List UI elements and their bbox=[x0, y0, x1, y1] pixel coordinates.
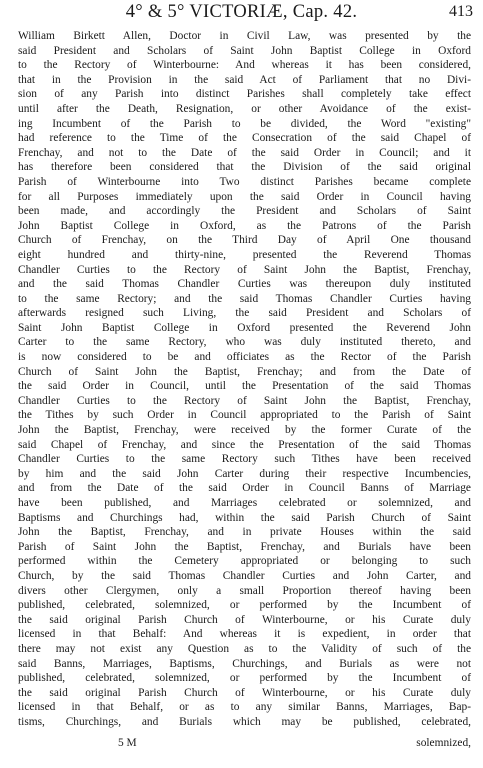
text-line: to the Rectory of Winterbourne: And whereas it has been considered, bbox=[18, 59, 471, 72]
running-title: 4° & 5° VICTORIÆ, Cap. 42. bbox=[125, 2, 358, 22]
text-line: said Chapel of Frenchay, and since the Presentation of the said Thomas bbox=[18, 438, 471, 451]
running-header bbox=[0, 2, 483, 26]
text-line: Baptisms and Churchings had, within the said Parish Church of Saint bbox=[18, 511, 471, 524]
text-line: Chandler Curties to the Rectory of Saint John the Baptist, Frenchay, bbox=[18, 263, 471, 276]
text-line: and the said Thomas Chandler Curties was thereupon duly instituted bbox=[18, 278, 471, 291]
page-footer bbox=[18, 737, 471, 752]
text-line: Church of Saint John the Baptist, Frenchay; and from the Date of bbox=[18, 365, 471, 378]
text-line: Church, by the said Thomas Chandler Curties and John Carter, and bbox=[18, 569, 471, 582]
page-number: 413 bbox=[449, 3, 473, 20]
text-line: Parish of Winterbourne into Two distinct Parishes became complete bbox=[18, 175, 471, 188]
text-line: Saint John Baptist College in Oxford presented the Reverend John bbox=[18, 321, 471, 334]
text-line: Church of Frenchay, on the Third Day of April One thousand bbox=[18, 234, 471, 247]
text-line: said Banns, Marriages, Baptisms, Churchings, and Burials as were not bbox=[18, 657, 471, 670]
text-line: been made, and accordingly the President and Scholars of Saint bbox=[18, 205, 471, 218]
text-line: licensed in that Behalf: And whereas it is expedient, in order that bbox=[18, 628, 471, 641]
text-line: the Tithes by such Order in Council appropriated to the Parish of Saint bbox=[18, 409, 471, 422]
text-line: there may not exist any Question as to the Validity of such of the bbox=[18, 642, 471, 655]
statute-body-text bbox=[18, 29, 471, 730]
text-line: that in the Provision in the said Act of Parliament that no Divi- bbox=[18, 73, 471, 86]
text-line: afterwards resigned such Living, the said President and Scholars of bbox=[18, 307, 471, 320]
text-line: John Baptist College in Oxford, as the Patrons of the Parish bbox=[18, 219, 471, 232]
text-line: eight hundred and thirty-nine, presented the Reverend Thomas bbox=[18, 248, 471, 261]
text-line: Chandler Curties to the same Rectory such Tithes have been received bbox=[18, 453, 471, 466]
text-line: said President and Scholars of Saint John Baptist College in Oxford bbox=[18, 44, 471, 57]
text-line: ing Incumbent of the Parish to be divided, the Word "existing" bbox=[18, 117, 471, 130]
text-line: until after the Death, Resignation, or other Avoidance of the exist- bbox=[18, 102, 471, 115]
catchword: solemnized, bbox=[416, 737, 471, 749]
text-line: by him and the said John Carter during their respective Incumbencies, bbox=[18, 467, 471, 480]
text-line: performed within the Cemetery appropriated or belonging to such bbox=[18, 555, 471, 568]
text-line: William Birkett Allen, Doctor in Civil Law, was presented by the bbox=[18, 30, 471, 42]
printer-signature-mark: 5 M bbox=[118, 737, 137, 749]
text-line: had reference to the Time of the Consecration of the said Chapel of bbox=[18, 132, 471, 145]
text-line: tisms, Churchings, and Burials which may be published, celebrated, bbox=[18, 715, 471, 728]
text-line: to the same Rectory; and the said Thomas Chandler Curties having bbox=[18, 292, 471, 305]
text-line: sion of any Parish into distinct Parishes shall completely take effect bbox=[18, 88, 471, 101]
text-line: the said original Parish Church of Winterbourne, or his Curate duly bbox=[18, 686, 471, 699]
text-line: John the Baptist, Frenchay, and in private Houses within the said bbox=[18, 526, 471, 539]
text-line: and from the Date of the said Order in Council Banns of Marriage bbox=[18, 482, 471, 495]
text-line: Frenchay, and not to the Date of the said Order in Council; and it bbox=[18, 146, 471, 159]
text-line: have been published, and Marriages celebrated or solemnized, and bbox=[18, 497, 471, 509]
text-line: has therefore been considered that the Division of the said original bbox=[18, 161, 471, 174]
text-line: licensed in that Behalf, or as to any similar Banns, Marriages, Bap- bbox=[18, 701, 471, 714]
text-line: the said Order in Council, until the Presentation of the said Thomas bbox=[18, 380, 471, 393]
text-line: for all Purposes immediately upon the said Order in Council having bbox=[18, 190, 471, 203]
text-line: the said original Parish Church of Winterbourne, or his Curate duly bbox=[18, 613, 471, 626]
text-line: Carter to the same Rectory, who was duly instituted thereto, and bbox=[18, 336, 471, 349]
text-line: is now considered to be and officiates as the Rector of the Parish bbox=[18, 351, 471, 364]
text-line: divers other Clergymen, only a small Proportion thereof having been bbox=[18, 584, 471, 597]
text-line: published, celebrated, solemnized, or performed by the Incumbent of bbox=[18, 599, 471, 612]
text-line: Parish of Saint John the Baptist, Frenchay, and Burials have been bbox=[18, 540, 471, 553]
text-line: Chandler Curties to the Rectory of Saint John the Baptist, Frenchay, bbox=[18, 394, 471, 407]
text-line: John the Baptist, Frenchay, were received by the former Curate of the bbox=[18, 424, 471, 437]
text-line: published, celebrated, solemnized, or performed by the Incumbent of bbox=[18, 672, 471, 685]
